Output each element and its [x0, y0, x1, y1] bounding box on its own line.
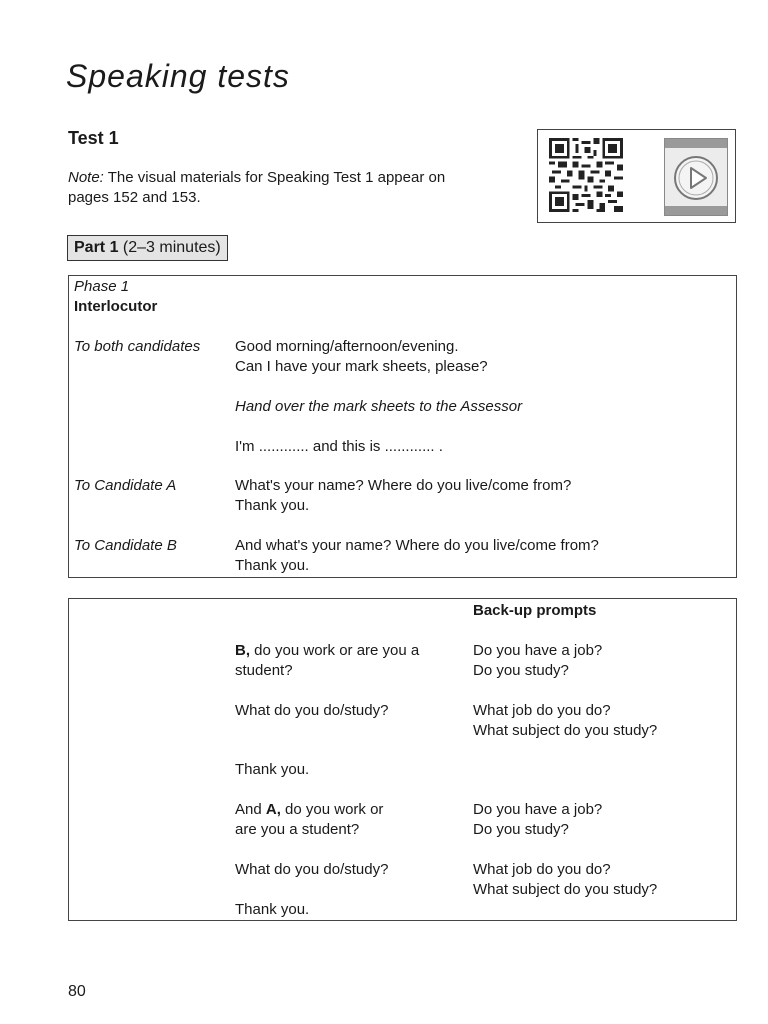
prompts-box	[68, 598, 737, 921]
question-line: are you a student?	[235, 821, 360, 838]
part-label	[67, 235, 228, 261]
backup-prompts-heading: Back-up prompts	[473, 602, 597, 619]
page-title: Speaking tests	[66, 58, 290, 94]
script-line: And what's your name? Where do you live/come from?	[235, 537, 599, 554]
script-line: What's your name? Where do you live/come from?	[235, 477, 572, 494]
script-line: Thank you.	[235, 557, 310, 574]
script-line: Can I have your mark sheets, please?	[235, 358, 488, 375]
part-duration: (2–3 minutes)	[118, 239, 221, 256]
backup-prompt: What subject do you study?	[473, 722, 658, 739]
backup-prompt: What subject do you study?	[473, 881, 658, 898]
media-box	[537, 129, 736, 223]
player-top-bar	[665, 139, 727, 148]
question-line	[235, 800, 383, 820]
backup-prompt: Do you have a job?	[473, 642, 603, 659]
test-heading: Test 1	[68, 128, 119, 148]
question-line: What do you do/study?	[235, 702, 389, 719]
candidate-a-marker: A,	[265, 801, 281, 818]
backup-prompt: What job do you do?	[473, 702, 611, 719]
script-line: I'm ............ and this is ............ .	[235, 438, 443, 455]
qr-code-icon[interactable]	[549, 137, 623, 213]
player-bottom-bar	[665, 206, 727, 215]
part-name: Part 1	[74, 239, 119, 256]
backup-prompt: Do you study?	[473, 821, 569, 838]
thanks-line: Thank you.	[235, 761, 310, 778]
interlocutor-label: Interlocutor	[74, 298, 158, 315]
question-line: What do you do/study?	[235, 861, 389, 878]
addressee-both: To both candidates	[74, 338, 201, 355]
play-button-icon[interactable]	[672, 154, 720, 202]
addressee-candidate-a: To Candidate A	[74, 477, 177, 494]
note-text: The visual materials for Speaking Test 1 appear on pages 152 and 153.	[68, 169, 446, 206]
backup-prompt: What job do you do?	[473, 861, 611, 878]
note-label: Note:	[68, 169, 104, 186]
question-text: do you work or are you a	[250, 642, 420, 659]
phase-label: Phase 1	[74, 278, 130, 295]
question-line	[235, 641, 419, 661]
phase-box	[68, 275, 737, 578]
instruction-line: Hand over the mark sheets to the Assessor	[235, 398, 523, 415]
note-paragraph	[68, 168, 488, 208]
thanks-line: Thank you.	[235, 901, 310, 918]
question-text: do you work or	[280, 801, 384, 818]
question-prefix: And	[235, 801, 266, 818]
script-line: Good morning/afternoon/evening.	[235, 338, 459, 355]
script-line: Thank you.	[235, 497, 310, 514]
question-line: student?	[235, 662, 293, 679]
candidate-b-marker: B,	[235, 642, 250, 659]
backup-prompt: Do you study?	[473, 662, 569, 679]
backup-prompt: Do you have a job?	[473, 801, 603, 818]
audio-player[interactable]	[664, 138, 728, 216]
addressee-candidate-b: To Candidate B	[74, 537, 177, 554]
page-number: 80	[68, 983, 86, 1000]
